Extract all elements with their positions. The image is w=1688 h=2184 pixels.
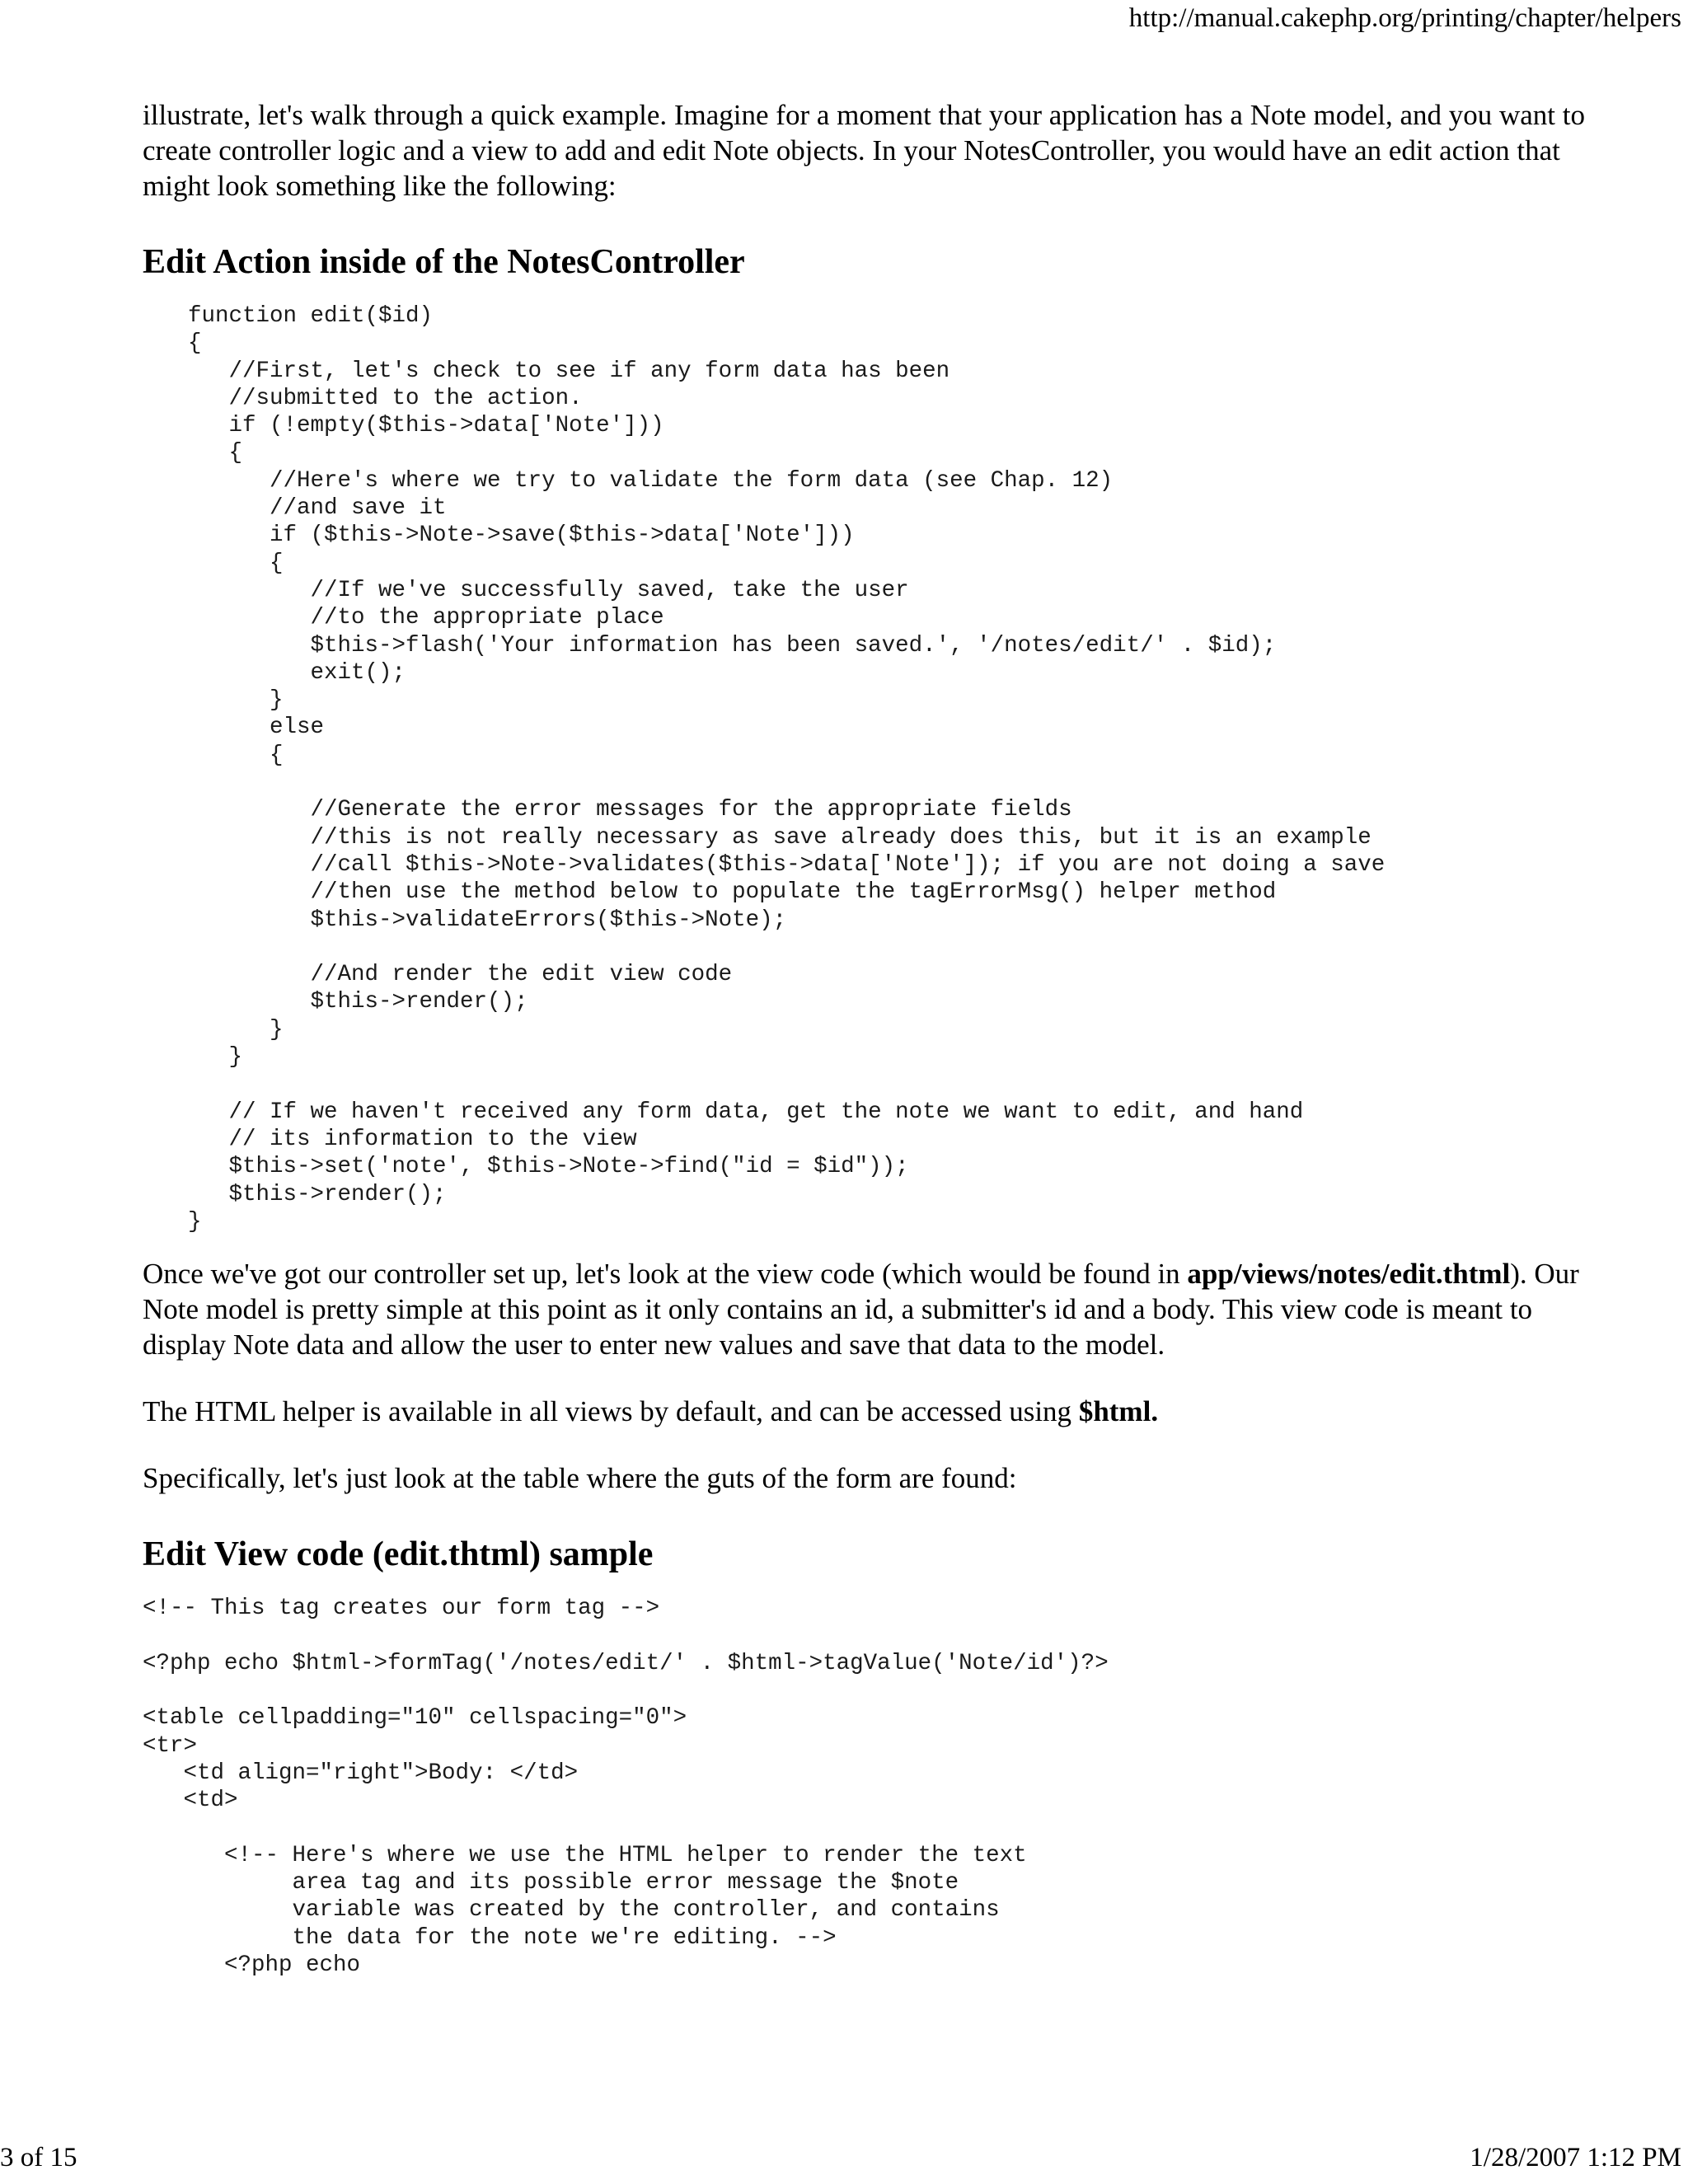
intro-paragraph: illustrate, let's walk through a quick example. Imagine for a moment that your application has a Note model, and you want to create controller logic and a view to add and edit Note objects. In your NotesController, you would have an edit action that might look something like the following: <box>143 99 1585 202</box>
html-helper-text: The HTML helper is available in all views by default, and can be accessed using <box>143 1395 1079 1428</box>
view-code-block: <!-- This tag creates our form tag --> <?php echo $html->formTag('/notes/edit/' . $html->tagValue('Note/id')?> <table cellpadding="10" cellspacing="0"> <tr> <td align="right">Body: </td> <td> <!-- Here's where we use the HTML helper to render the text area tag and its possible error message the $note variable was created by the controller, and contains the data for the note we're editing. --> <?php echo <box>143 1596 1109 1978</box>
header-url: http://manual.cakephp.org/printing/chapter/helpers <box>1128 3 1681 33</box>
html-helper-variable: $html. <box>1078 1395 1159 1428</box>
html-helper-paragraph <box>143 1394 1585 1429</box>
page-content <box>143 97 1585 1979</box>
print-timestamp: 1/28/2007 1:12 PM <box>1470 2143 1681 2172</box>
view-intro-text-end: ). Our Note model is pretty simple at this point as it only contains an id, a submitter's id and a body. This view code is meant to display Note data and allow the user to enter new values and save that data to the model. <box>143 1258 1579 1361</box>
page-number: 3 of 15 <box>0 2143 77 2172</box>
section1-heading: Edit Action inside of the NotesController <box>143 243 745 281</box>
view-intro-paragraph <box>143 1256 1585 1362</box>
view-file-path: app/views/notes/edit.thtml <box>1187 1258 1511 1291</box>
view-intro-text-start: Once we've got our controller set up, let's look at the view code (which would be found in <box>143 1258 1188 1291</box>
section2-heading: Edit View code (edit.thtml) sample <box>143 1535 654 1574</box>
form-table-paragraph: Specifically, let's just look at the table where the guts of the form are found: <box>143 1462 1017 1495</box>
controller-code-block: function edit($id) { //First, let's check to see if any form data has been //submitted to the action. if (!empty($this->data['Note'])) { //Here's where we try to validate the form data (see Chap. 12) //and save it if ($this->Note->save($this->data['Note'])) { //If we've successfully saved, take the user //to the appropriate place $this->flash('Your information has been saved.', '/notes/edit/' . $id); exit(); } else { //Generate the error messages for the appropriate fields //this is not really necessary as save already does this, but it is an example //call $this->Note->validates($this->data['Note']); if you are not doing a save //then use the method below to populate the tagErrorMsg() helper method $this->validateErrors($this->Note); //And render the edit view code $this->render(); } } // If we haven't received any form data, get the note we want to edit, and hand // its information to the view $this->set('note', $this->Note->find("id = $id")); $this->render(); } <box>188 303 1386 1235</box>
